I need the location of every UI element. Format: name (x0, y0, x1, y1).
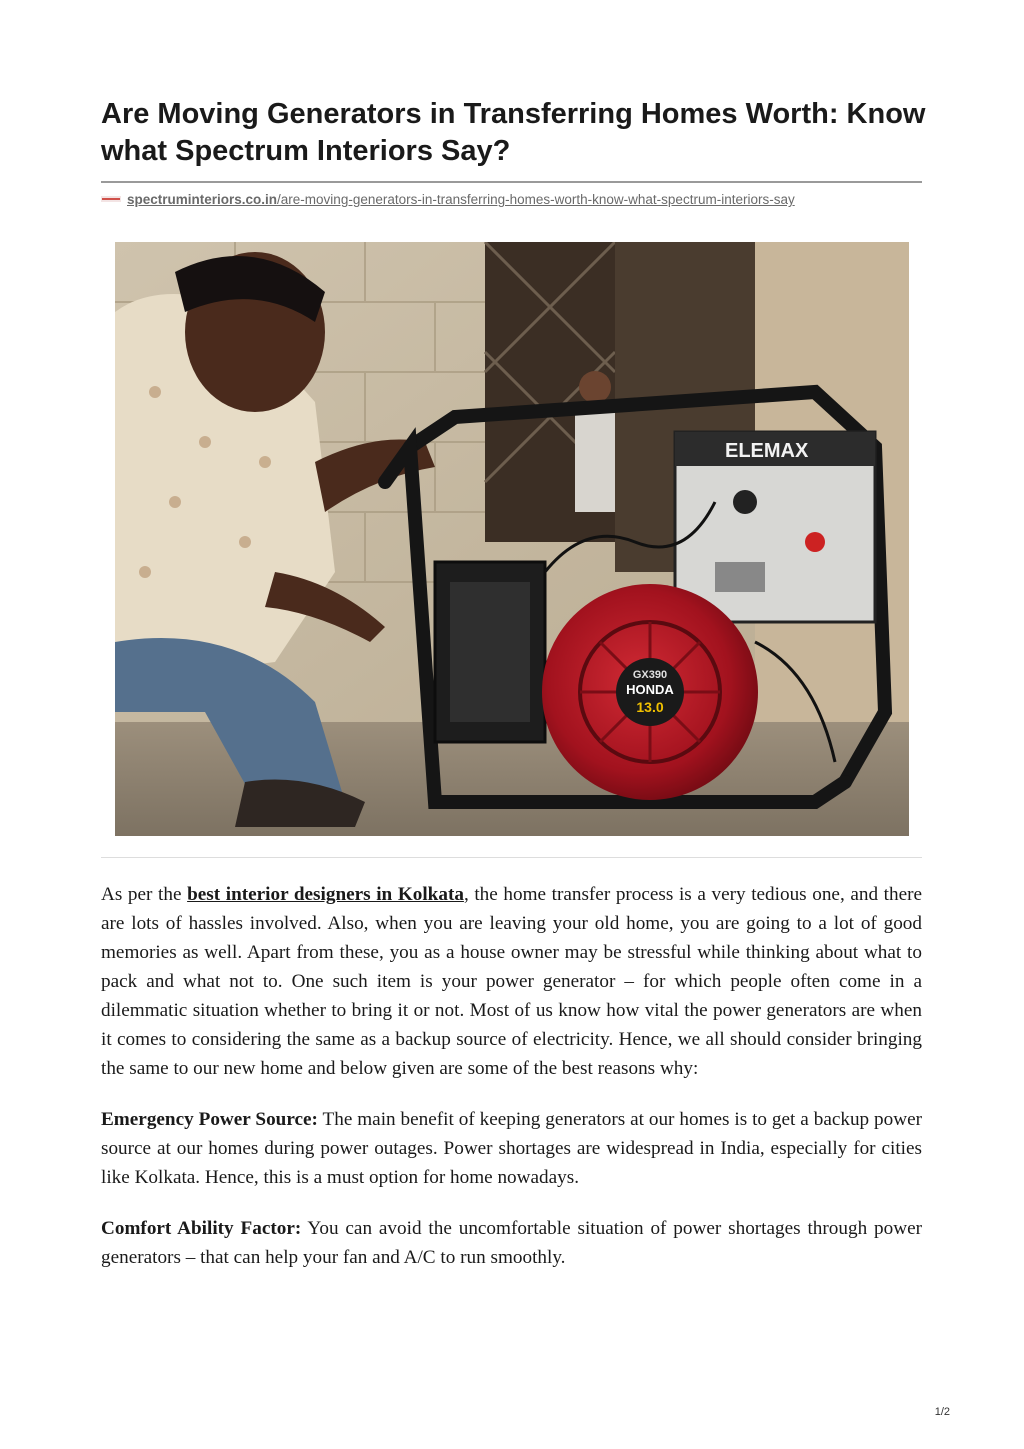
site-favicon-icon (101, 194, 121, 204)
page-number: 1/2 (934, 1406, 950, 1418)
article-title: Are Moving Generators in Transferring Homes Worth: Know what Spectrum Interiors Say? (101, 98, 926, 167)
source-path: /are-moving-generators-in-transferring-homes-worth-know-what-spectrum-interiors-say (277, 192, 795, 207)
comfort-text: You can avoid the uncomfortable situation of power shortages through power generators – that can help your fan and A/C to run smoothly. (101, 1218, 922, 1268)
intro-text-before: As per the (101, 884, 188, 905)
engine-brand-label: HONDA (626, 682, 674, 697)
intro-text-after: , the home transfer process is a very tedious one, and there are lots of hassles involved. Also, when you are leaving your old home, you are going to a lot of good memories as well. Apart from these, you as a house owner may be stressful while thinking about what to pack and what not to. One such item is your power generator – for which people often come in a dilemmatic situation whether to bring it or not. Most of us know how vital the power generators are when it comes to considering the same as a backup source of electricity. Hence, we all should consider bringing the same to our new home and below given are some of the best reasons why: (101, 884, 923, 1079)
best-interior-designers-link[interactable]: best interior designers in Kolkata (187, 884, 464, 905)
source-line (101, 190, 931, 210)
source-domain: spectruminteriors.co.in (127, 192, 278, 207)
title-divider (101, 181, 922, 183)
engine-badge-label: 13.0 (636, 699, 664, 715)
source-link[interactable] (127, 192, 795, 207)
generator-photo (115, 242, 909, 836)
comfort-heading: Comfort Ability Factor: (101, 1218, 302, 1239)
article-body (101, 880, 922, 1294)
comfort-paragraph (101, 1214, 922, 1272)
engine-model-label: GX390 (632, 669, 668, 681)
emergency-text: The main benefit of keeping generators at our homes is to get a backup power source at our homes during power outages. Power shortages are widespread in India, especially for cities like Kolkata. Hence, this is a must option for home nowadays. (101, 1109, 923, 1188)
image-divider (101, 857, 922, 858)
generator-brand-label: ELEMAX (725, 440, 809, 462)
intro-paragraph (101, 880, 922, 1083)
emergency-paragraph (101, 1105, 922, 1192)
emergency-heading: Emergency Power Source: (101, 1109, 318, 1130)
